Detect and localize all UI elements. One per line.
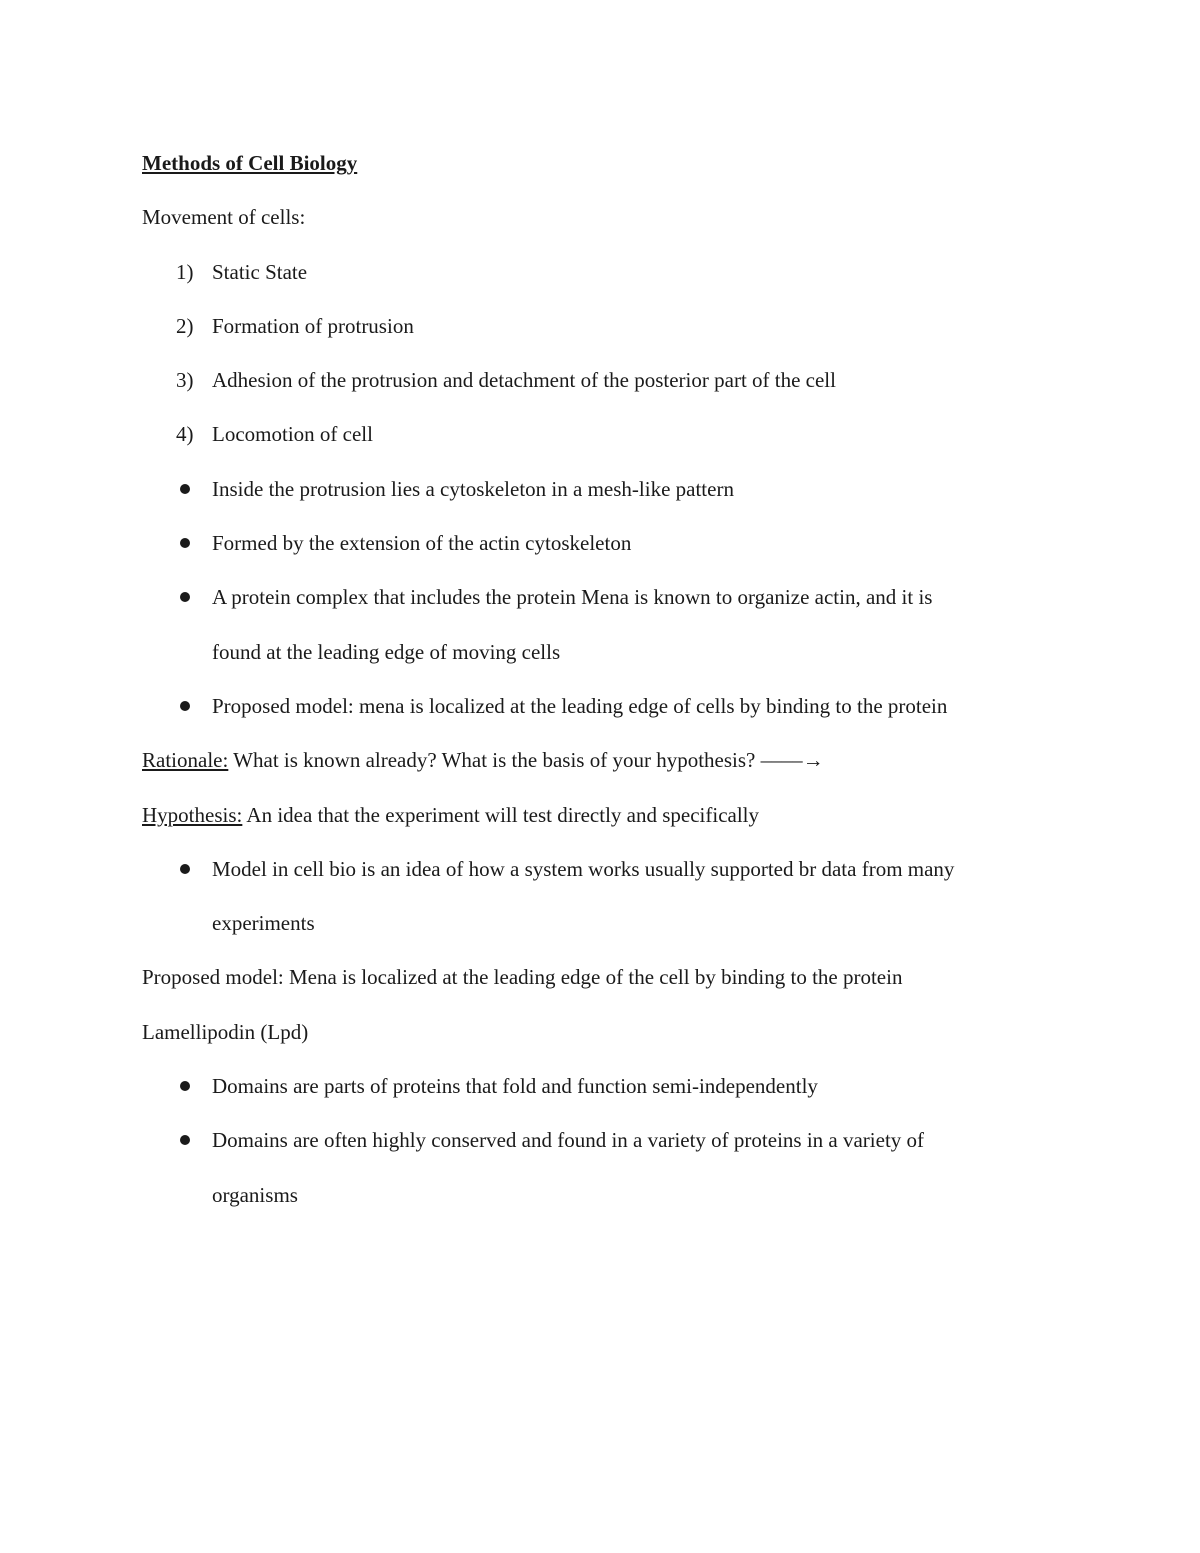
proposed-model-line: Proposed model: Mena is localized at the leading edge of the cell by binding to the protein bbox=[142, 965, 903, 990]
movement-heading: Movement of cells: bbox=[142, 205, 306, 230]
bullet-continuation: organisms bbox=[212, 1182, 298, 1207]
list-number: 3) bbox=[176, 368, 194, 393]
bullet-icon bbox=[180, 484, 190, 494]
proposed-model-line: Lamellipodin (Lpd) bbox=[142, 1019, 309, 1044]
list-number: 2) bbox=[176, 313, 194, 338]
list-number: 4) bbox=[176, 422, 194, 447]
bullet-text: Model in cell bio is an idea of how a system works usually supported br data from many bbox=[212, 856, 955, 881]
bullet-item bbox=[142, 1113, 1062, 1167]
bullet-icon bbox=[180, 1135, 190, 1145]
rationale-text: What is known already? What is the basis of your hypothesis? ––––→ bbox=[228, 748, 824, 773]
bullet-icon bbox=[180, 701, 190, 711]
bullet-icon bbox=[180, 864, 190, 874]
bullet-item bbox=[142, 842, 1062, 896]
bullet-text: A protein complex that includes the protein Mena is known to organize actin, and it is bbox=[212, 585, 933, 610]
numbered-item bbox=[142, 245, 1062, 299]
hypothesis-line bbox=[142, 788, 1062, 842]
rationale-line bbox=[142, 733, 1062, 787]
bullet-item bbox=[142, 1059, 1062, 1113]
numbered-item-text: Static State bbox=[212, 259, 308, 284]
bullet-icon bbox=[180, 1081, 190, 1091]
bullet-item bbox=[142, 516, 1062, 570]
numbered-item-text: Adhesion of the protrusion and detachment of the posterior part of the cell bbox=[212, 368, 836, 393]
numbered-item bbox=[142, 407, 1062, 461]
numbered-item-text: Formation of protrusion bbox=[212, 313, 414, 338]
bullet-text: Inside the protrusion lies a cytoskeleton in a mesh-like pattern bbox=[212, 476, 734, 501]
bullet-text: Proposed model: mena is localized at the leading edge of cells by binding to the protein bbox=[212, 693, 948, 718]
bullet-text: Domains are parts of proteins that fold and function semi-independently bbox=[212, 1074, 818, 1099]
numbered-item bbox=[142, 353, 1062, 407]
hypothesis-label: Hypothesis: bbox=[142, 802, 243, 827]
numbered-item bbox=[142, 299, 1062, 353]
bullet-icon bbox=[180, 538, 190, 548]
bullet-item bbox=[142, 570, 1062, 624]
numbered-item-text: Locomotion of cell bbox=[212, 422, 373, 447]
rationale-label: Rationale: bbox=[142, 748, 229, 773]
bullet-item bbox=[142, 462, 1062, 516]
hypothesis-text: An idea that the experiment will test directly and specifically bbox=[242, 802, 760, 827]
bullet-icon bbox=[180, 592, 190, 602]
bullet-item bbox=[142, 679, 1062, 733]
bullet-continuation: found at the leading edge of moving cells bbox=[212, 639, 561, 664]
document-body bbox=[142, 136, 1062, 1222]
bullet-continuation: experiments bbox=[212, 911, 315, 936]
document-title: Methods of Cell Biology bbox=[142, 151, 358, 175]
bullet-text: Formed by the extension of the actin cytoskeleton bbox=[212, 531, 632, 556]
bullet-text: Domains are often highly conserved and found in a variety of proteins in a variety of bbox=[212, 1128, 925, 1153]
list-number: 1) bbox=[176, 259, 194, 284]
